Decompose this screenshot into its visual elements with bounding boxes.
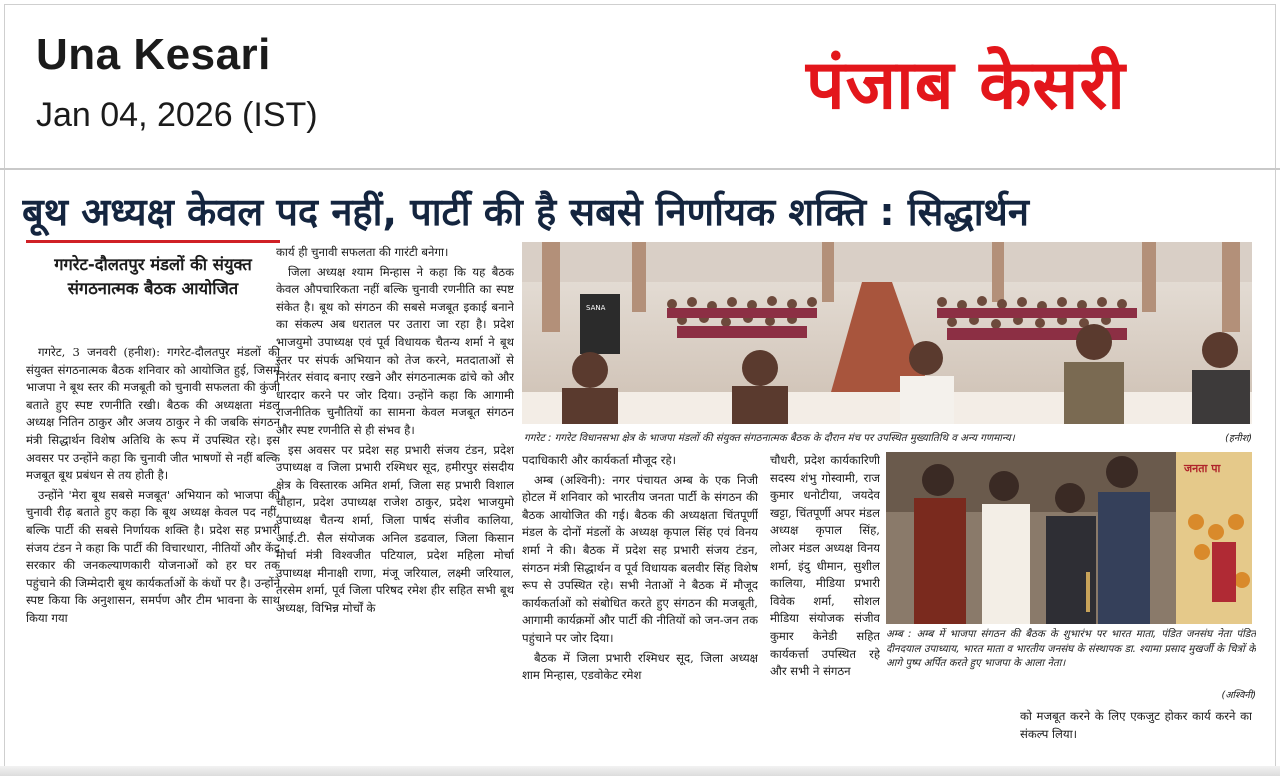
meeting-stage-illustration bbox=[522, 242, 1252, 424]
banner-text: जनता पा bbox=[1184, 462, 1221, 475]
article-column-3 bbox=[522, 452, 758, 758]
edition-name: Una Kesari bbox=[36, 30, 271, 79]
paragraph: बैठक में जिला प्रभारी रश्मिधर सूद, जिला अध्यक्ष शाम मिन्हास, एडवोकेट रमेश bbox=[522, 650, 758, 683]
photo-credit: (हनीश) bbox=[1225, 433, 1252, 444]
article-subhead: गगरेट-दौलतपुर मंडलों की संयुक्त संगठनात्मक बैठक आयोजित bbox=[54, 255, 252, 298]
photo-credit: (अश्विनी) bbox=[1221, 690, 1256, 702]
article-column-5 bbox=[1020, 708, 1252, 758]
caption-text: गगरेट : गगरेट विधानसभा क्षेत्र के भाजपा मंडलों की संयुक्त संगठनात्मक बैठक के दौरान मंच पर उपस्थित मुख्यातिथि व अन्य गणमान्य। bbox=[524, 433, 1015, 444]
paragraph: जिला अध्यक्ष श्याम मिन्हास ने कहा कि यह बैठक केवल औपचारिकता नहीं बल्कि चुनावी रणनीति का स्पष्ट संकेत है। बूथ को संगठन की सबसे मजबूत इकाई बनाने का संकल्प अब धरातल पर उतारा जा रहा है। प्रदेश भाजयुमो उपाध्यक्ष एवं पूर्व विधायक चैतन्य शर्मा ने बूथ स्तर पर संपर्क अभियान को तेज करने, मतदाताओं से निरंतर संवाद बनाए रखने और संगठनात्मक ढांचे को और धारदार करने पर जोर दिया। उन्होंने कहा कि आगामी राजनीतिक चुनौतियों का सामना केवल मजबूत संगठन और स्पष्ट रणनीति से ही संभव है। bbox=[276, 264, 514, 437]
page-footer-bar bbox=[0, 766, 1280, 776]
paragraph: गगरेट, 3 जनवरी (हनीश): गगरेट-दौलतपुर मंडलों की संयुक्त संगठनात्मक बैठक शनिवार को आयोजित हुई, जिसमें भाजपा ने बूथ स्तर की मजबूती को चुनावी सफलता की कुंजी बताते हुए स्पष्ट रणनीति रखी। बैठक की अध्यक्षता मंडल अध्यक्ष नितिन ठाकुर और अजय ठाकुर ने की जबकि संगठन मंत्री सिद्धार्थन विशेष अतिथि के रूप में उपस्थित रहे। इस अवसर पर उन्होंने कहा कि चुनावी जीत भाषणों से नहीं बल्कि मजबूत बूथ प्रबंधन से तय होती है। bbox=[26, 345, 280, 483]
ceremony-photo bbox=[886, 452, 1252, 624]
article-column-1 bbox=[26, 344, 280, 758]
paragraph: इस अवसर पर प्रदेश सह प्रभारी संजय टंडन, प्रदेश उपाध्यक्ष व जिला प्रभारी रश्मिधर सूद, हमीरपुर संसदीय क्षेत्र के विस्तारक अमित शर्मा, जिला सह प्रभारी विशाल चौहान, प्रदेश उपाध्यक्ष राजेश ठाकुर, प्रदेश भाजयुमो उपाध्यक्ष चैतन्य शर्मा, जिला पार्षद संजीव कालिया, आई.टी. सैल संयोजक अनिल डढवाल, जिला किसान मोर्चा मंत्री विश्वजीत पटियाल, प्रदेश महिला मोर्चा उपाध्यक्ष मीनाक्षी राणा, मंजू जरियाल, लक्ष्मी जरियाल, तरसेम शर्मा, पूर्व जिला परिषद रमेश हीर सहित सभी बूथ अध्यक्ष, विभिन्न मोर्चों के bbox=[276, 442, 514, 615]
photo-caption bbox=[524, 428, 1252, 450]
article-headline: बूथ अध्यक्ष केवल पद नहीं, पार्टी की है सबसे निर्णायक शक्ति : सिद्धार्थन bbox=[22, 190, 1029, 234]
paragraph: अम्ब (अश्विनी): नगर पंचायत अम्ब के एक निजी होटल में शनिवार को भारतीय जनता पार्टी के संगठन की बैठक आयोजित की गई। बैठक की अध्यक्षता चिंतपूर्णी मंडल के दोनों मंडलों के अध्यक्ष कृपाल सिंह एवं विनय शर्मा ने की। बैठक में प्रदेश सह प्रभारी संजय टंडन, संगठन मंत्री सिद्धार्थन व पूर्व विधायक बलवीर सिंह विशेष रूप से उपस्थित रहे। सभी नेताओं ने बैठक में मौजूद कार्यकर्ताओं को संबोधित करते हुए संगठन की मजबूती, आगामी कार्यक्रमों और पार्टी की नीतियों को जन-जन तक पहुंचाने पर जोर दिया। bbox=[522, 472, 758, 645]
paragraph: पदाधिकारी और कार्यकर्ता मौजूद रहे। bbox=[522, 453, 677, 467]
publication-date: Jan 04, 2026 (IST) bbox=[36, 96, 318, 134]
photo-caption bbox=[886, 628, 1256, 704]
clipping-header bbox=[0, 0, 1280, 170]
meeting-stage-photo bbox=[522, 242, 1252, 424]
paragraph: को मजबूत करने के लिए एकजुट होकर कार्य करने का संकल्प लिया। bbox=[1020, 709, 1252, 741]
article-column-4 bbox=[770, 452, 880, 758]
article-column-2 bbox=[276, 244, 514, 758]
paragraph: कार्य ही चुनावी सफलता की गारंटी बनेगा। bbox=[276, 245, 449, 259]
banner-text: SANA bbox=[586, 304, 606, 312]
caption-text: अम्ब : अम्ब में भाजपा संगठन की बैठक के शुभारंभ पर भारत माता, पंडित जनसंघ नेता पंडित दीनदयाल उपाध्याय, भारत माता व भारतीय जनसंघ के संस्थापक डा. श्यामा प्रसाद मुखर्जी के चित्रों के आगे पुष्प अर्पित करते हुए भाजपा के आला नेता। bbox=[886, 629, 1256, 670]
ceremony-illustration bbox=[886, 452, 1252, 624]
paragraph: उन्होंने 'मेरा बूथ सबसे मजबूत' अभियान को भाजपा की चुनावी रीढ़ बताते हुए कहा कि बूथ अध्यक्ष केवल पद नहीं, बल्कि पार्टी की सबसे निर्णायक शक्ति है। प्रदेश सह प्रभारी संजय टंडन ने कहा कि पार्टी की विचारधारा, नीतियों और केंद्र सरकार की जनकल्याणकारी योजनाओं को हर घर तक पहुंचाने की जिम्मेदारी बूथ कार्यकर्ताओं के कंधों पर है। उन्होंने स्पष्ट किया कि अनुशासन, समर्पण और टीम भावना के साथ किया गया bbox=[26, 487, 280, 625]
newspaper-masthead: पंजाब केसरी bbox=[806, 46, 1126, 125]
paragraph: चौधरी, प्रदेश कार्यकारिणी सदस्य शंभु गोस्वामी, राज कुमार धनोटीया, जयदेव खट्टा, चिंतपूर्णी अपर मंडल अध्यक्ष कृपाल सिंह, लोअर मंडल अध्यक्ष विनय शर्मा, इंदु धीमान, सुशील कालिया, मीडिया प्रभारी विवेक शर्मा, सोशल मीडिया संयोजक संजीव कुमार केनेडी सहित कार्यकर्त्ता उपस्थित रहे और सभी ने संगठन bbox=[770, 453, 880, 679]
subhead-box bbox=[26, 240, 280, 334]
